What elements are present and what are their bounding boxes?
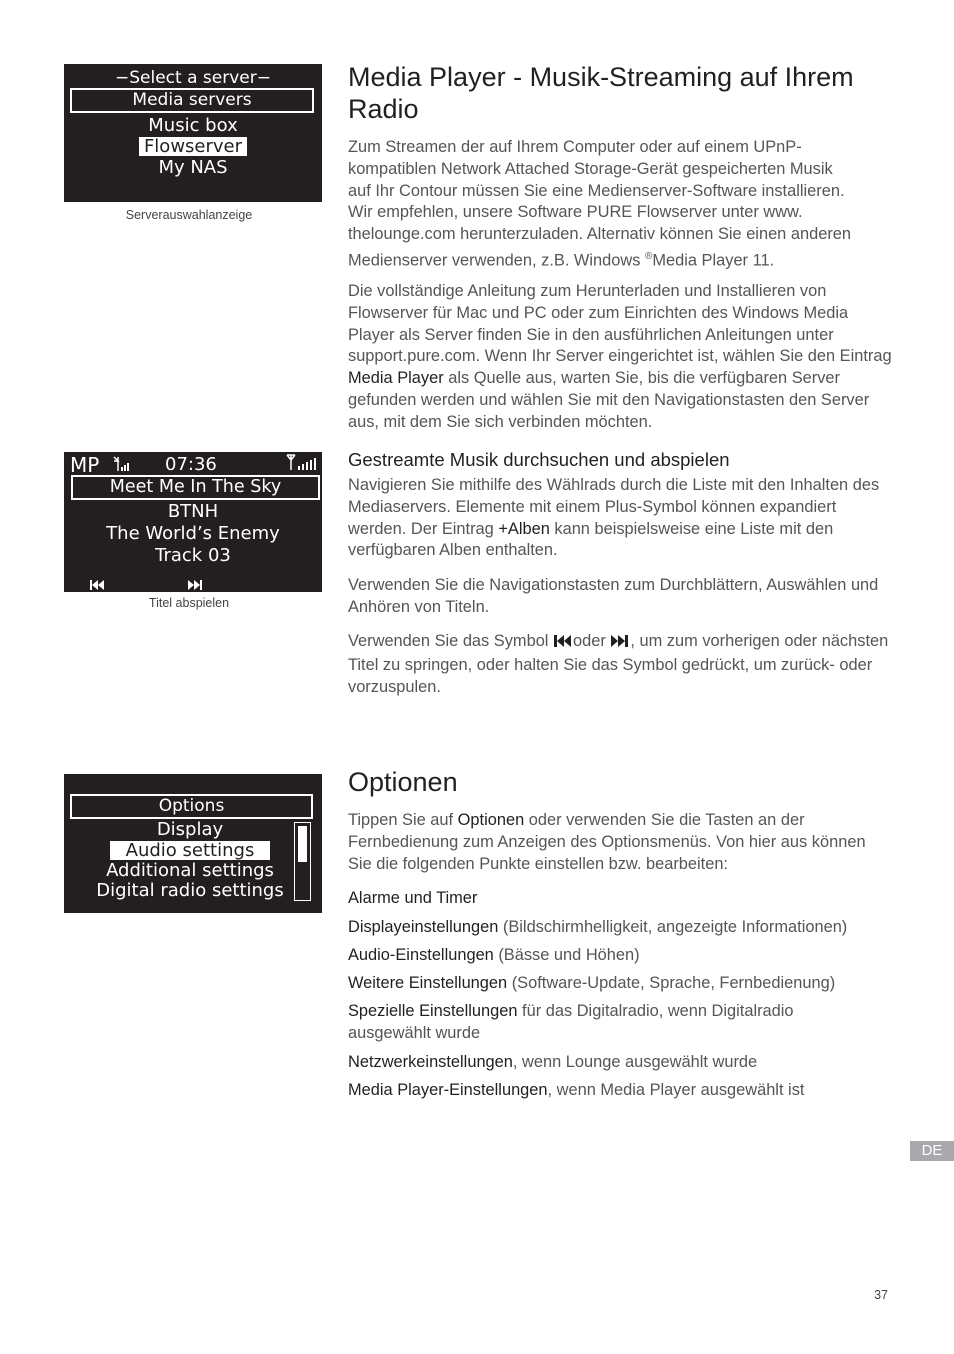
options-list-item [348,973,893,995]
options-item-audio-settings [64,840,316,861]
paragraph-line: auf Ihr Contour müssen Sie eine Medienserver-Software installieren. [348,181,845,200]
text-run: Media Player 11. [652,251,775,270]
language-tab: DE [910,1141,954,1161]
text-run: kann beispielsweise eine Liste mit den verfügbaren Alben enthalten. [348,519,834,560]
text-run: oder [573,632,611,650]
next-track-icon [610,633,630,655]
album-line: The World’s Enemy [106,523,280,544]
next-track-icon [187,576,203,595]
text-run: , um zum vorherigen oder [630,632,818,650]
server-item-flowserver-selected: Flowserver [139,137,247,156]
options-scrollbar [294,822,311,901]
title-line-2: Radio [348,94,419,124]
browse-paragraph-3 [348,631,893,698]
option-term: Media Player-Einstellungen [348,1081,548,1099]
options-list-item [348,1080,893,1102]
options-list-item [348,888,893,910]
options-header: Options [70,794,313,819]
server-select-screen [64,64,322,202]
option-term: Audio-Einstellungen [348,946,494,964]
options-intro-paragraph [348,810,893,875]
server-item-music-box: Music box [148,115,238,136]
section-media-player-title [348,61,908,125]
options-list-item [348,945,893,967]
option-term: Alarme und Timer [348,889,478,907]
screen2-caption: Titel abspielen [148,596,230,610]
options-item-audio-settings-selected: Audio settings [110,841,271,860]
options-scrollbar-thumb [298,826,307,862]
text-run: Medienserver verwenden, z.B. Windows [348,251,645,270]
text-run: oder verwenden Sie die Tasten an der Fernbedienung zum Anzeigen des Optionsmenüs. Von hier aus können Sie die folgenden Punkte einstellen bzw. bearbeiten: [348,811,866,873]
browse-paragraph-1 [348,475,893,562]
section-browse-title: Gestreamte Musik durchsuchen und abspielen [348,449,730,470]
section-options-title: Optionen [348,767,458,797]
options-screen [64,774,322,913]
title-line-1: Media Player - Musik-Streaming auf Ihrem [348,62,854,92]
text-run: Verwenden Sie das Symbol [348,632,554,650]
artist-line: BTNH [167,501,219,522]
registered-mark: ® [644,250,653,262]
options-list-item [348,1052,893,1074]
option-term: Spezielle Einstellungen [348,1002,518,1020]
options-item-additional-settings: Additional settings [106,860,274,881]
options-item-digital-radio-settings: Digital radio settings [96,880,284,901]
text-run: Navigieren Sie mithilfe des Wählrads durch die Liste mit den Inhalten des Mediaservers. Elemente mit einem Plus-Symbol können expandiert werden. Der Eintrag [348,476,880,538]
options-item-display: Display [156,819,224,840]
option-desc: (Software-Update, Sprache, Fernbedienung) [507,974,836,992]
paragraph-line: Wir empfehlen, unsere Software PURE Flowserver unter www. [348,203,803,222]
track-title: Meet Me In The Sky [71,475,320,500]
option-desc: (Bässe und Höhen) [493,946,640,964]
emphasis-alben: +Alben [498,519,550,538]
option-desc: , wenn Lounge ausgewählt wurde [512,1053,758,1071]
paragraph-line: kompatiblen Network Attached Storage-Gerät gespeicherten Musik [348,159,833,178]
previous-track-icon [553,633,573,655]
paragraph-line [348,246,893,272]
page-number: 37 [874,1288,888,1302]
emphasis-optionen: Optionen [457,811,525,829]
screen1-caption: Serverauswahlanzeige [125,208,253,222]
text-run: nächsten Titel zu springen, oder halten Sie das Symbol gedrückt, um zurück- oder vorzuspulen. [348,632,889,696]
previous-track-icon [89,576,105,595]
clock: 07:36 [165,454,217,475]
server-item-flowserver [64,136,322,157]
paragraph-line: Zum Streamen der auf Ihrem Computer oder auf einem UPnP- [348,138,802,156]
now-playing-screen [64,452,322,592]
antenna-signal-icon [285,454,321,476]
browse-paragraph-2: Verwenden Sie die Navigationstasten zum Durchblättern, Auswählen und Anhören von Titeln. [348,576,879,616]
emphasis-media-player: Media Player [348,369,444,388]
screen-title: −Select a server− [115,68,271,88]
option-term: Weitere Einstellungen [348,974,508,992]
mode-label: MP [70,453,100,477]
option-term: Displayeinstellungen [348,918,499,936]
media-player-paragraph-2 [348,281,893,434]
signal-icon [112,455,132,477]
text-run: Tippen Sie auf [348,811,458,829]
options-list-item [348,1001,838,1045]
media-servers-header: Media servers [70,88,314,113]
options-list-item [348,917,893,939]
track-number-line: Track 03 [155,545,231,566]
option-desc: für das Digitalradio, wenn Digitalradio ausgewählt wurde [348,1002,794,1042]
option-desc: (Bildschirmhelligkeit, angezeigte Informationen) [498,918,848,936]
option-desc: , wenn Media Player ausgewählt ist [547,1081,805,1099]
server-item-my-nas: My NAS [158,157,228,178]
option-term: Netzwerkeinstellungen [348,1053,513,1071]
text-run: Die vollständige Anleitung zum Herunterladen und Installieren von Flowserver für Mac und PC oder zum Einrichten des Windows Media Player als Server finden Sie in den ausführlichen Anleitungen unter support.pure.com. Wenn Ihr Server eingerichtet ist, wählen Sie den Eintrag [348,282,892,366]
text-run: als Quelle aus, warten Sie, bis die verfügbaren Server gefunden werden und wählen Sie mit den Navigationstasten den Server aus, mit dem Sie sich verbinden möchten. [348,369,870,431]
paragraph-line: thelounge.com herunterzuladen. Alternativ können Sie einen anderen [348,225,852,244]
media-player-paragraph-1 [348,137,893,272]
